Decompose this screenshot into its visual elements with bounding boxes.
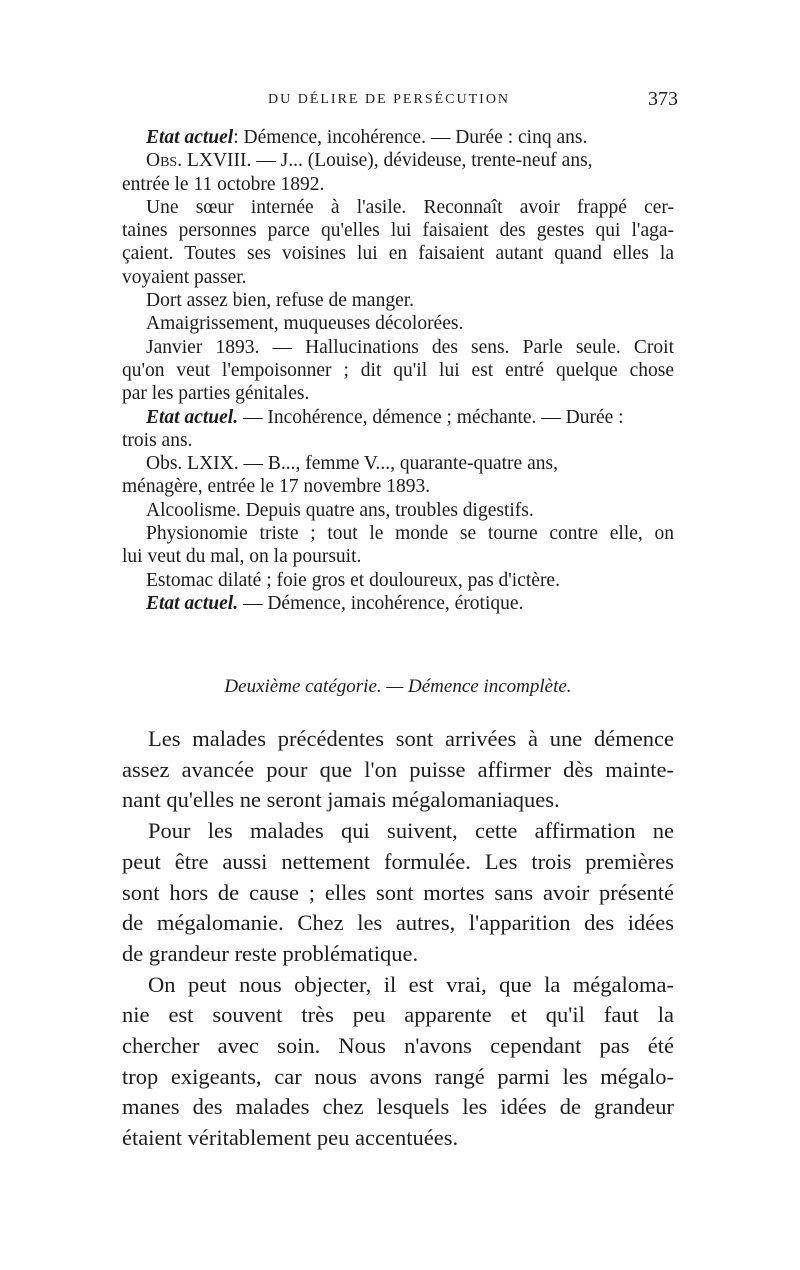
obs69-physical: Estomac dilaté ; foie gros et douloureux, pas d'ictère. xyxy=(146,569,560,591)
obs68-physical: Amaigrissement, muqueuses décolorées. xyxy=(146,313,464,335)
obs69-status: Etat actuel. — Démence, incohérence, érotique. xyxy=(146,592,524,614)
discussion-text: Les malades précédentes sont arrivées à une démence assez avancée pour que l'on puisse affirmer dès mainte- nant qu'elles ne seront jamais mégalomaniaques. Pour les malades qui suivent, cette affirmation ne peut être aussi nettement formulée. Les trois premières sont hors de cause ; elles sont mortes sans avoir présenté de mégalomanie. Chez les autres, l'apparition des idées de grandeur reste problématique. On peut nous objecter, il est vrai, que la mégaloma- nie est souvent très peu apparente et qu'il faut la chercher avec soin. Nous n'avons cependant pas été trop exigeants, car nous avons rangé parmi les mégalo- manes des malades chez lesquels les idées de grandeur étaient véritablement peu accentuées. xyxy=(122,726,674,1151)
obs68-sleep: Dort assez bien, refuse de manger. xyxy=(146,290,415,312)
section-heading: Deuxième catégorie. — Démence incomplète. xyxy=(224,676,572,697)
obs67-status: Etat actuel: Démence, incohérence. — Durée : cinq ans. xyxy=(146,127,588,148)
observation-number: Obs. LXVIII. xyxy=(146,150,252,172)
etat-actuel-label: Etat actuel xyxy=(146,127,234,148)
etat-actuel-label: Etat actuel. xyxy=(146,406,239,428)
obs69-heading: Obs. LXIX. — B..., femme V..., quarante-quatre ans, xyxy=(146,453,558,475)
obs68-january: Janvier 1893. — Hallucinations des sens. Parle seule. Croit xyxy=(146,336,674,358)
obs68-status: Etat actuel. — Incohérence, démence ; méchante. — Durée : xyxy=(146,406,624,428)
obs69-history: Alcoolisme. Depuis quatre ans, troubles digestifs. xyxy=(146,499,534,521)
obs69-admission: ménagère, entrée le 17 novembre 1893. xyxy=(122,476,431,498)
paragraph-3: On peut nous objecter, il est vrai, que la mégaloma- xyxy=(148,971,674,997)
page-number: 373 xyxy=(648,88,678,110)
obs69-physiognomy: Physionomie triste ; tout le monde se tourne contre elle, on xyxy=(146,523,674,545)
obs68-heading: Obs. LXVIII. — J... (Louise), dévideuse, trente-neuf ans, xyxy=(146,150,593,172)
observation-number: Obs. LXIX. xyxy=(146,453,239,475)
paragraph-2: Pour les malades qui suivent, cette affirmation ne xyxy=(148,818,674,844)
etat-actuel-label: Etat actuel. xyxy=(146,592,239,614)
running-header xyxy=(118,88,678,116)
observations-block: Etat actuel: Démence, incohérence. — Durée : cinq ans. Obs. LXVIII. — J... (Louise), dévideuse, trente-neuf ans, entrée le 11 octobre 1892. Une sœur internée à l'asile. Reconnaît avoir frappé cer- taines personnes parce qu'elles lui faisaient des gestes qui l'aga- çaient. Toutes ses voisines lui en faisaient autant quand elles la voyaient passer. Dort assez bien, refuse de manger. Amaigrissement, muqueuses décolorées. Janvier 1893. — Hallucinations des sens. Parle seule. Croit qu'on veut l'empoisonner ; dit qu'il lui est entré quelque chose par les parties génitales. Etat actuel. — Incohérence, démence ; méchante. — Durée : trois ans. Obs. LXIX. — B..., femme V..., quarante-quatre ans, ménagère, entrée le 17 novembre 1893. Alcoolisme. Depuis quatre ans, troubles digestifs. Physionomie triste ; tout le monde se tourne contre elle, on lui veut du mal, on la poursuit. Estomac dilaté ; foie gros et douloureux, pas d'ictère. Etat actuel. — Démence, incohérence, érotique. xyxy=(122,127,674,614)
running-title: DU DÉLIRE DE PERSÉCUTION xyxy=(268,92,511,107)
obs68-admission: entrée le 11 octobre 1892. xyxy=(122,173,325,195)
paragraph-1: Les malades précédentes sont arrivées à une démence xyxy=(148,726,674,751)
obs68-history: Une sœur internée à l'asile. Reconnaît avoir frappé cer- xyxy=(146,196,674,218)
